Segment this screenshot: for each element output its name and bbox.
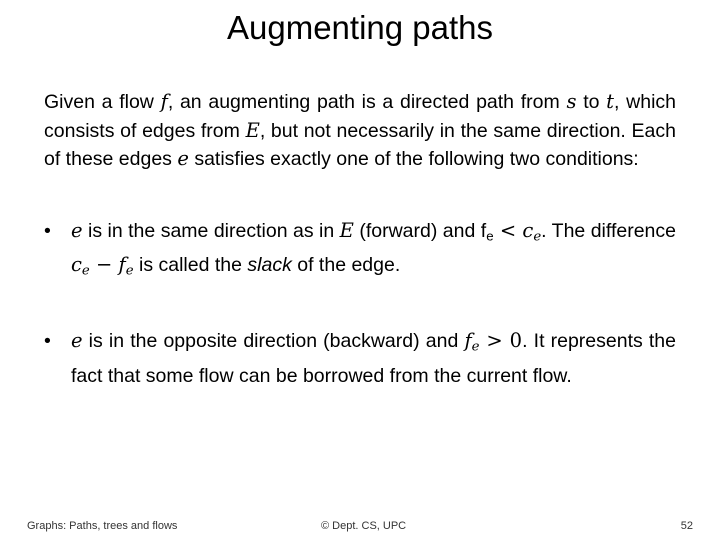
math-symbol: f xyxy=(160,90,168,113)
slide-title: Augmenting paths xyxy=(226,9,493,46)
intro-text: Given a flow xyxy=(44,91,161,113)
math-subscript: e xyxy=(125,263,134,279)
intro-text: satisfies exactly one of the following two conditions: xyxy=(188,148,639,170)
bullet-text-run: is in the opposite direction (backward) and xyxy=(82,330,465,353)
bullet-text xyxy=(71,217,676,287)
bullet-text xyxy=(71,327,676,390)
math-operator: − xyxy=(89,253,119,277)
math-symbol: e xyxy=(177,147,189,170)
bullet-marker: • xyxy=(44,219,51,242)
intro-text: , an augmenting path is a directed path from xyxy=(167,91,567,113)
math-subscript: e xyxy=(486,227,494,243)
bullet-text-run: is called the xyxy=(133,254,248,277)
math-operator: < xyxy=(493,218,523,242)
bullet-backward-condition xyxy=(44,327,676,390)
slide-content xyxy=(44,88,676,390)
math-symbol: E xyxy=(339,218,354,242)
emphasized-term: slack xyxy=(247,254,292,277)
bullet-forward-condition xyxy=(44,217,676,287)
bullet-marker: • xyxy=(44,330,51,353)
math-symbol: f xyxy=(464,329,472,353)
math-subscript: e xyxy=(471,339,480,355)
math-symbol: f xyxy=(118,253,126,277)
bullet-text-run: . It represents the fact that some flow can be borrowed from the current flow. xyxy=(71,330,676,387)
math-subscript: e xyxy=(533,228,542,244)
math-symbol: E xyxy=(245,118,260,142)
math-symbol: c xyxy=(522,218,534,242)
math-subscript: e xyxy=(81,263,90,279)
math-symbol: e xyxy=(71,218,83,242)
math-symbol: t xyxy=(606,90,615,113)
bullet-text-run: of the edge. xyxy=(291,254,401,277)
math-symbol: c xyxy=(71,253,82,277)
math-operator: > 0 xyxy=(479,329,523,353)
page-number: 52 xyxy=(680,520,693,532)
intro-text: , but not necessarily in the same direction. Each of these edges xyxy=(44,119,676,170)
intro-text: , which consists of edges from xyxy=(44,91,676,142)
bullet-text-run: (forward) and f xyxy=(353,219,487,242)
footer-copyright: © Dept. CS, UPC xyxy=(321,520,407,532)
intro-paragraph xyxy=(44,88,676,174)
intro-text: to xyxy=(576,91,607,113)
bullet-text-run: . The difference xyxy=(541,219,676,242)
footer-course-title: Graphs: Paths, trees and flows xyxy=(27,520,178,532)
math-symbol: e xyxy=(71,329,83,353)
math-symbol: s xyxy=(566,90,577,113)
bullet-text-run: is in the same direction as in xyxy=(82,219,340,242)
